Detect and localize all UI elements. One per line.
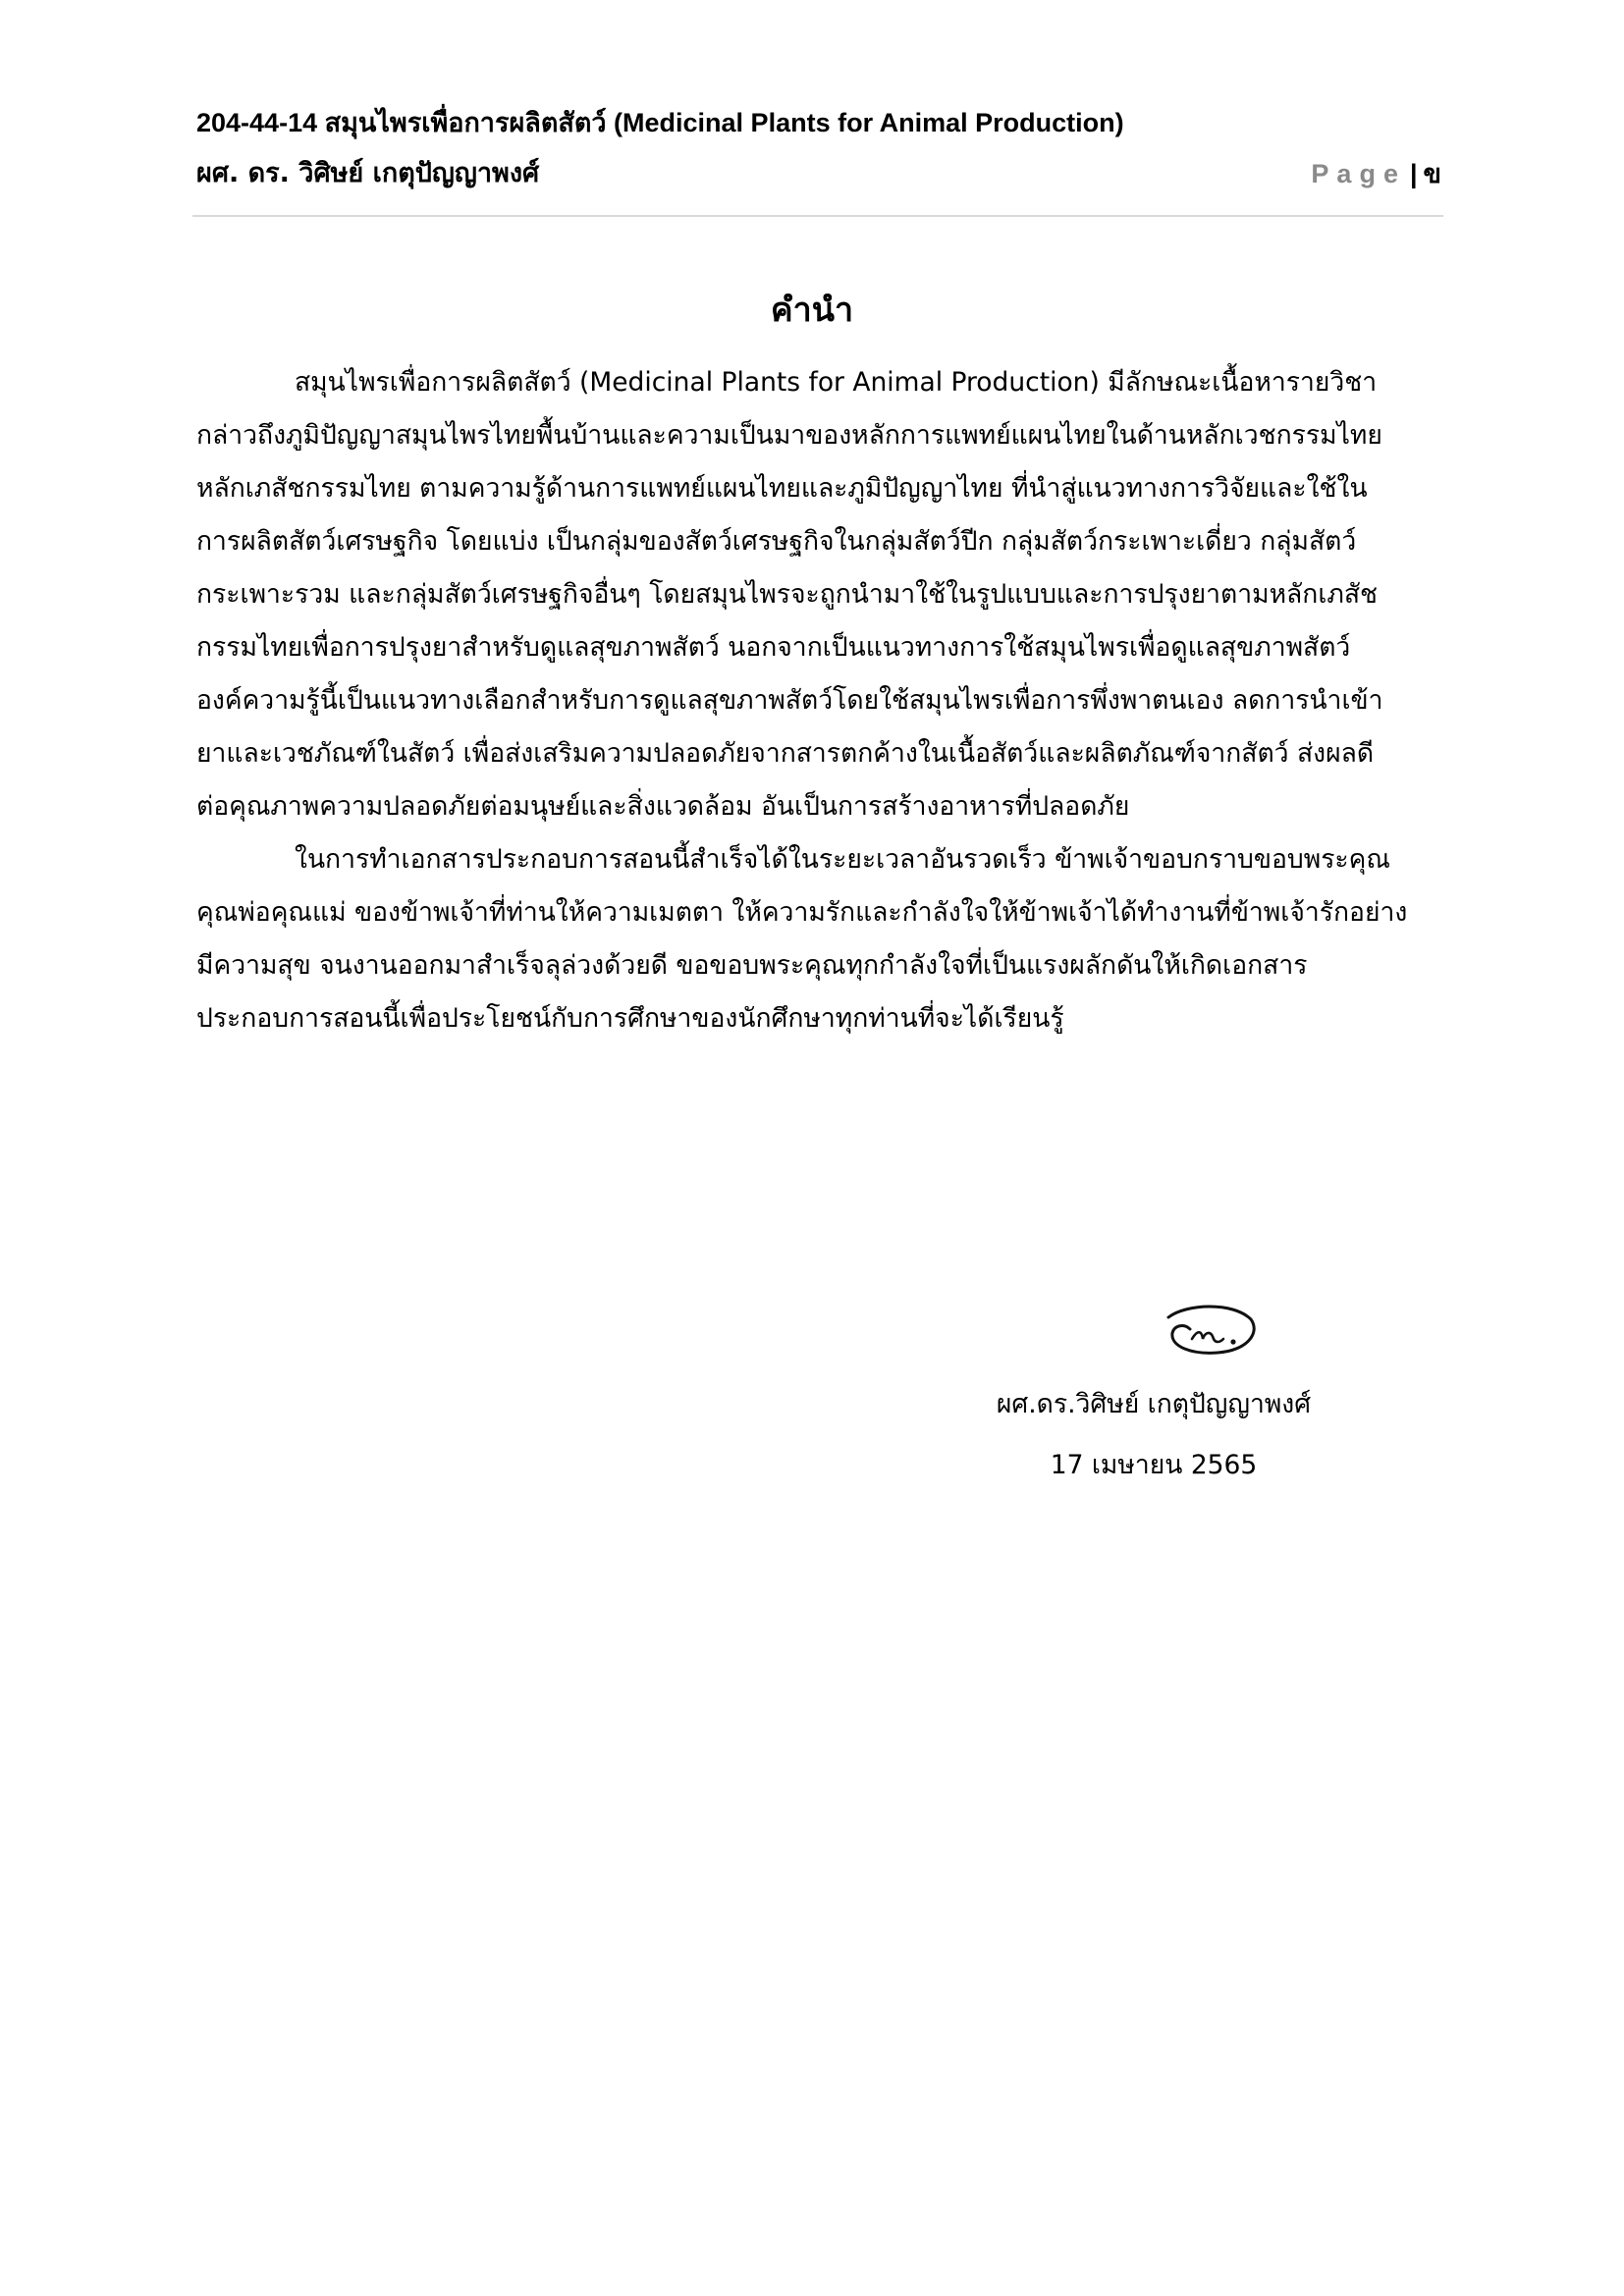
- sign-date: 17 เมษายน 2565: [1050, 1450, 1258, 1480]
- handwritten-signature: [1157, 1296, 1265, 1362]
- signer-name: ผศ.ดร.วิศิษย์ เกตุปัญญาพงศ์: [996, 1389, 1312, 1419]
- paragraph-line: กระเพาะรวม และกลุ่มสัตว์เศรษฐกิจอื่นๆ โดยสมุนไพรจะถูกนำมาใช้ในรูปแบบและการปรุงยาตามหลักเภสัช: [196, 579, 1379, 610]
- header-author: ผศ. ดร. วิศิษย์ เกตุปัญญาพงศ์: [196, 158, 540, 188]
- paragraph-line: ประกอบการสอนนี้เพื่อประโยชน์กับการศึกษาของนักศึกษาทุกท่านที่จะได้เรียนรู้: [196, 1003, 1064, 1034]
- paragraph-line: การผลิตสัตว์เศรษฐกิจ โดยแบ่ง เป็นกลุ่มของสัตว์เศรษฐกิจในกลุ่มสัตว์ปีก กลุ่มสัตว์กระเพาะเดี่ยว กลุ่มสัตว์: [196, 526, 1357, 557]
- paragraph-line: องค์ความรู้นี้เป็นแนวทางเลือกสำหรับการดูแลสุขภาพสัตว์โดยใช้สมุนไพรเพื่อการพึ่งพาตนเอง ลดการนำเข้า: [196, 685, 1383, 716]
- page-number: ข: [1423, 159, 1441, 189]
- page-separator: |: [1409, 159, 1418, 188]
- page-number-label: [1311, 150, 1441, 198]
- paragraph-line: ต่อคุณภาพความปลอดภัยต่อมนุษย์และสิ่งแวดล้อม อันเป็นการสร้างอาหารที่ปลอดภัย: [196, 791, 1130, 822]
- paragraph-line: หลักเภสัชกรรมไทย ตามความรู้ด้านการแพทย์แผนไทยและภูมิปัญญาไทย ที่นำสู่แนวทางการวิจัยและใช้ใน: [196, 473, 1368, 504]
- paragraph-line: ยาและเวชภัณฑ์ในสัตว์ เพื่อส่งเสริมความปลอดภัยจากสารตกค้างในเนื้อสัตว์และผลิตภัณฑ์จากสัตว์ ส่งผลดี: [196, 738, 1375, 769]
- paragraph-line: สมุนไพรเพื่อการผลิตสัตว์ (Medicinal Plants for Animal Production) มีลักษณะเนื้อหารายวิชา: [295, 367, 1378, 398]
- paragraph-line: มีความสุข จนงานออกมาสำเร็จลุล่วงด้วยดี ขอขอบพระคุณทุกกำลังใจที่เป็นแรงผลักดันให้เกิดเอกสาร: [196, 950, 1308, 981]
- paragraph-line: คุณพ่อคุณแม่ ของข้าพเจ้าที่ท่านให้ความเมตตา ให้ความรักและกำลังใจให้ข้าพเจ้าได้ทำงานที่ข้าพเจ้ารักอย่าง: [196, 897, 1408, 928]
- preface-heading: คำนำ: [770, 291, 854, 330]
- preface-body: [196, 356, 1441, 1045]
- course-title: 204-44-14 สมุนไพรเพื่อการผลิตสัตว์ (Medicinal Plants for Animal Production): [196, 108, 1124, 137]
- paragraph-line: กรรมไทยเพื่อการปรุงยาสำหรับดูแลสุขภาพสัตว์ นอกจากเป็นแนวทางการใช้สมุนไพรเพื่อดูแลสุขภาพสัตว์: [196, 632, 1351, 663]
- page-word: Page: [1311, 159, 1406, 188]
- paragraph-line: กล่าวถึงภูมิปัญญาสมุนไพรไทยพื้นบ้านและความเป็นมาของหลักการแพทย์แผนไทยในด้านหลักเวชกรรมไทย: [196, 420, 1382, 451]
- page-header: [196, 103, 1441, 197]
- header-divider: [192, 215, 1443, 217]
- paragraph-line: ในการทำเอกสารประกอบการสอนนี้สำเร็จได้ในระยะเวลาอันรวดเร็ว ข้าพเจ้าขอบกราบขอบพระคุณ: [295, 844, 1390, 875]
- header-author-row: [196, 150, 1441, 197]
